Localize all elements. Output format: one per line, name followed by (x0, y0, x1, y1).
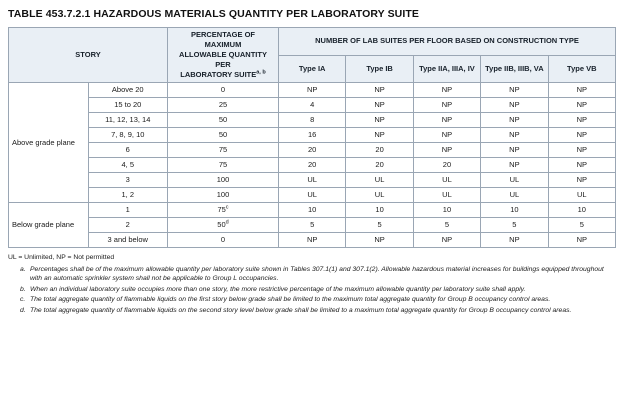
value-type-iib: NP (481, 83, 548, 98)
value-type-ia: 20 (279, 143, 346, 158)
percentage-value: 0 (168, 233, 279, 248)
value-type-iia: NP (413, 128, 480, 143)
value-type-ib: NP (346, 98, 413, 113)
percentage-number: 75 (217, 205, 226, 214)
story-label: 3 (88, 173, 168, 188)
value-type-ib: NP (346, 83, 413, 98)
value-type-ib: NP (346, 113, 413, 128)
story-label: 1 (88, 203, 168, 218)
value-type-iia: UL (413, 173, 480, 188)
footnote-item-b (8, 285, 616, 295)
story-label: 2 (88, 218, 168, 233)
value-type-iia: NP (413, 233, 480, 248)
value-type-ib: 5 (346, 218, 413, 233)
table-row (9, 218, 616, 233)
value-type-ia: 10 (279, 203, 346, 218)
value-type-iia: NP (413, 143, 480, 158)
footnote-marker: b. (20, 285, 26, 293)
table-row (9, 188, 616, 203)
page-title: TABLE 453.7.2.1 HAZARDOUS MATERIALS QUANTITY PER LABORATORY SUITE (8, 8, 419, 20)
header-percentage-line3: ALLOWABLE QUANTITY PER (179, 50, 267, 69)
value-type-ia: 4 (279, 98, 346, 113)
value-type-vb: NP (548, 158, 615, 173)
value-type-ia: 5 (279, 218, 346, 233)
value-type-iib: UL (481, 188, 548, 203)
value-type-ib: 20 (346, 158, 413, 173)
value-type-vb: NP (548, 83, 615, 98)
value-type-ia: 16 (279, 128, 346, 143)
header-percentage-line2: MAXIMUM (204, 40, 242, 49)
value-type-vb: UL (548, 188, 615, 203)
footnote-marker: c. (20, 296, 26, 304)
value-type-iia: NP (413, 83, 480, 98)
header-story: STORY (9, 28, 168, 83)
percentage-number: 50 (217, 220, 226, 229)
percentage-value: 100 (168, 188, 279, 203)
footnote-item-a (8, 265, 616, 284)
value-type-vb: NP (548, 113, 615, 128)
footnote-legend: UL = Unlimited, NP = Not permitted (8, 254, 115, 261)
value-type-iib: NP (481, 98, 548, 113)
footnote-item-c (8, 295, 616, 305)
footnote-text: The total aggregate quantity of flammable liquids on the second story level below grade shall be limited to a maximum total aggregate quantity for Group B occupancy control areas. (30, 306, 572, 314)
value-type-iib: NP (481, 143, 548, 158)
value-type-vb: NP (548, 128, 615, 143)
story-label: 1, 2 (88, 188, 168, 203)
value-type-vb: NP (548, 98, 615, 113)
header-type-ia: Type IA (279, 55, 346, 83)
table-row (9, 233, 616, 248)
story-label: 15 to 20 (88, 98, 168, 113)
value-type-iib: NP (481, 128, 548, 143)
percentage-value: 75 (168, 143, 279, 158)
percentage-value: 100 (168, 173, 279, 188)
story-group-above-grade: Above grade plane (9, 83, 89, 203)
footnote-text: Percentages shall be of the maximum allowable quantity per laboratory suite shown in Tables 307.1(1) and 307.1(2). Allowable hazardous material increases for buildings equipped throughout with an automatic sprinkler system shall not be applicable to Group L occupancies. (30, 265, 604, 283)
value-type-iib: NP (481, 113, 548, 128)
footnote-text: When an individual laboratory suite occupies more than one story, the more restrictive percentage of the maximum allowable quantity per laboratory suite shall apply. (30, 285, 526, 293)
value-type-vb: NP (548, 143, 615, 158)
hazardous-materials-table (8, 27, 616, 248)
table-body (9, 83, 616, 248)
table-row (9, 98, 616, 113)
value-type-iia: NP (413, 98, 480, 113)
value-type-vb: NP (548, 233, 615, 248)
header-percentage-line1: PERCENTAGE OF (190, 30, 256, 39)
value-type-ib: UL (346, 173, 413, 188)
value-type-vb: 10 (548, 203, 615, 218)
table-row (9, 203, 616, 218)
value-type-ib: NP (346, 233, 413, 248)
table-row (9, 143, 616, 158)
value-type-ib: 10 (346, 203, 413, 218)
footnote-marker: d. (20, 306, 26, 314)
value-type-ib: 20 (346, 143, 413, 158)
table-row (9, 113, 616, 128)
percentage-value: 0 (168, 83, 279, 98)
value-type-ia: NP (279, 83, 346, 98)
value-type-ia: UL (279, 173, 346, 188)
percentage-value (168, 218, 279, 233)
value-type-iia: UL (413, 188, 480, 203)
percentage-footnote-ref: c (225, 204, 229, 211)
value-type-ib: UL (346, 188, 413, 203)
table-row (9, 173, 616, 188)
percentage-value: 75 (168, 158, 279, 173)
header-type-iia-iiia-iv: Type IIA, IIIA, IV (413, 55, 480, 83)
footnote-text: The total aggregate quantity of flammable liquids on the first story below grade shall be limited to the maximum total aggregate quantity for Group B occupancy control areas. (30, 296, 551, 304)
footnote-list (8, 265, 616, 316)
header-suites-group: NUMBER OF LAB SUITES PER FLOOR BASED ON CONSTRUCTION TYPE (279, 28, 616, 56)
value-type-iia: 20 (413, 158, 480, 173)
value-type-iib: NP (481, 158, 548, 173)
table-row (9, 158, 616, 173)
value-type-ia: 20 (279, 158, 346, 173)
value-type-iia: 10 (413, 203, 480, 218)
value-type-ib: NP (346, 128, 413, 143)
story-label: 3 and below (88, 233, 168, 248)
percentage-value: 25 (168, 98, 279, 113)
percentage-value: 50 (168, 113, 279, 128)
value-type-iib: UL (481, 173, 548, 188)
header-type-vb: Type VB (548, 55, 615, 83)
story-label: Above 20 (88, 83, 168, 98)
header-type-iib-iiib-va: Type IIB, IIIB, VA (481, 55, 548, 83)
value-type-vb: 5 (548, 218, 615, 233)
value-type-vb: NP (548, 173, 615, 188)
value-type-iib: NP (481, 233, 548, 248)
value-type-iia: NP (413, 113, 480, 128)
value-type-iia: 5 (413, 218, 480, 233)
story-label: 7, 8, 9, 10 (88, 128, 168, 143)
story-label: 11, 12, 13, 14 (88, 113, 168, 128)
table-header (9, 28, 616, 83)
table-header-row-1 (9, 28, 616, 56)
percentage-value: 50 (168, 128, 279, 143)
table-row (9, 128, 616, 143)
table-footnotes (8, 253, 616, 316)
value-type-iib: 5 (481, 218, 548, 233)
value-type-iib: 10 (481, 203, 548, 218)
value-type-ia: NP (279, 233, 346, 248)
header-percentage-line4: LABORATORY SUITE (180, 70, 257, 79)
footnote-item-d (8, 306, 616, 316)
header-percentage (168, 28, 279, 83)
header-type-ib: Type IB (346, 55, 413, 83)
percentage-footnote-ref: d (225, 219, 229, 226)
story-label: 4, 5 (88, 158, 168, 173)
value-type-ia: UL (279, 188, 346, 203)
story-group-below-grade: Below grade plane (9, 203, 89, 248)
percentage-value (168, 203, 279, 218)
table-row (9, 83, 616, 98)
header-percentage-footnote-ref: a, b (256, 69, 266, 76)
story-label: 6 (88, 143, 168, 158)
value-type-ia: 8 (279, 113, 346, 128)
footnote-marker: a. (20, 265, 26, 273)
